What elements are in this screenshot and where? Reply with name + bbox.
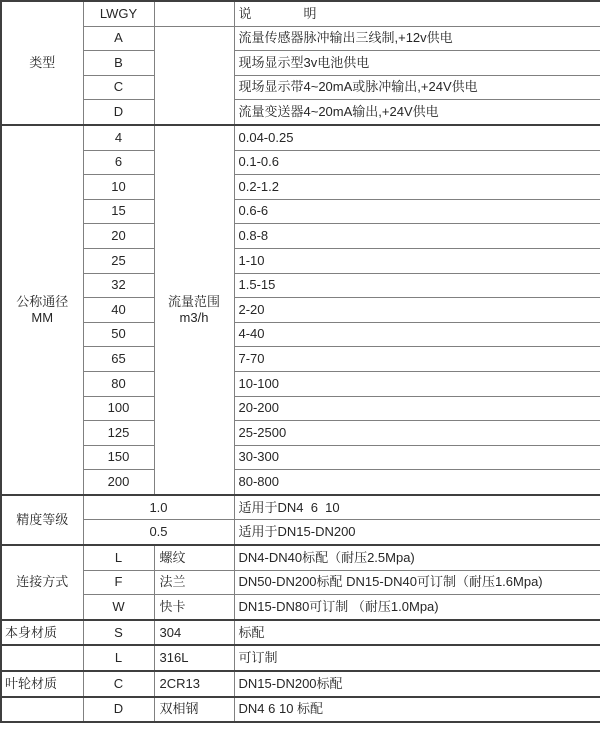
connection-row [1,545,600,570]
diameter-size: 200 [83,470,154,495]
type-row [1,100,600,125]
flow-range-value: 2-20 [234,298,600,323]
diameter-size: 100 [83,396,154,421]
accuracy-desc: 适用于DN4 6 10 [234,495,600,520]
connection-row [1,595,600,620]
diameter-row [1,224,600,249]
diameter-size: 6 [83,150,154,175]
diameter-row [1,470,600,495]
diameter-section-label [1,125,83,495]
diameter-size: 20 [83,224,154,249]
connection-code: F [83,570,154,595]
diameter-row [1,445,600,470]
body-material-desc: 标配 [234,620,600,646]
flow-range-value: 0.8-8 [234,224,600,249]
flow-range-value: 7-70 [234,347,600,372]
diameter-label-line2: MM [31,309,54,325]
flow-range-value: 0.04-0.25 [234,125,600,150]
flow-range-value: 0.6-6 [234,199,600,224]
diameter-row [1,298,600,323]
flow-range-value: 25-2500 [234,421,600,446]
impeller-material-desc: DN15-DN200标配 [234,671,600,697]
flow-range-value: 80-800 [234,470,600,495]
impeller-material-row [1,697,600,723]
accuracy-row [1,495,600,520]
flow-range-value: 0.1-0.6 [234,150,600,175]
type-middle-merged-cell [154,26,234,125]
accuracy-row [1,520,600,545]
header-row [1,1,600,26]
diameter-row [1,125,600,150]
accuracy-desc: 适用于DN15-DN200 [234,520,600,545]
diameter-size: 15 [83,199,154,224]
type-code: D [83,100,154,125]
diameter-size: 80 [83,371,154,396]
flow-range-value: 4-40 [234,322,600,347]
diameter-size: 25 [83,248,154,273]
flow-range-value: 1.5-15 [234,273,600,298]
accuracy-value: 1.0 [83,495,234,520]
flow-range-value: 0.2-1.2 [234,175,600,200]
connection-desc: DN50-DN200标配 DN15-DN40可订制（耐压1.6Mpa) [234,570,600,595]
diameter-size: 32 [83,273,154,298]
impeller-material-code: C [83,671,154,697]
diameter-row [1,421,600,446]
diameter-size: 10 [83,175,154,200]
diameter-row [1,396,600,421]
diameter-row [1,322,600,347]
type-desc: 现场显示带4~20mA或脉冲输出,+24V供电 [234,75,600,100]
diameter-size: 125 [83,421,154,446]
accuracy-section-label: 精度等级 [1,495,83,545]
diameter-row [1,248,600,273]
body-material-name: 304 [154,620,234,646]
body-material-empty-label [1,645,83,671]
type-code: A [83,26,154,51]
diameter-row [1,199,600,224]
impeller-material-name: 2CR13 [154,671,234,697]
flow-range-value: 20-200 [234,396,600,421]
type-section-label: 类型 [1,1,83,125]
diameter-row [1,150,600,175]
body-material-desc: 可订制 [234,645,600,671]
header-middle-cell [154,1,234,26]
connection-desc: DN4-DN40标配（耐压2.5Mpa) [234,545,600,570]
diameter-size: 50 [83,322,154,347]
type-desc: 流量传感器脉冲输出三线制,+12v供电 [234,26,600,51]
diameter-size: 150 [83,445,154,470]
impeller-material-code: D [83,697,154,723]
type-row [1,51,600,76]
type-desc: 现场显示型3v电池供电 [234,51,600,76]
flow-range-value: 10-100 [234,371,600,396]
diameter-row [1,347,600,372]
body-material-row [1,645,600,671]
body-material-row [1,620,600,646]
flow-range-line2: m3/h [179,309,209,325]
connection-row [1,570,600,595]
flow-range-value: 1-10 [234,248,600,273]
body-material-name: 316L [154,645,234,671]
impeller-material-name: 双相钢 [154,697,234,723]
diameter-row [1,175,600,200]
type-row [1,75,600,100]
connection-code: L [83,545,154,570]
diameter-size: 40 [83,298,154,323]
accuracy-value: 0.5 [83,520,234,545]
diameter-row [1,371,600,396]
description-header-cell: 说 明 [234,1,600,26]
type-code: C [83,75,154,100]
impeller-material-row [1,671,600,697]
model-code-cell: LWGY [83,1,154,26]
diameter-label-line1: 公称通径 [16,293,69,309]
body-material-section-label: 本身材质 [1,620,83,646]
impeller-material-section-label: 叶轮材质 [1,671,83,697]
connection-name: 法兰 [154,570,234,595]
body-material-code: S [83,620,154,646]
diameter-row [1,273,600,298]
connection-desc: DN15-DN80可订制 （耐压1.0Mpa) [234,595,600,620]
diameter-size: 65 [83,347,154,372]
connection-name: 快卡 [154,595,234,620]
impeller-material-desc: DN4 6 10 标配 [234,697,600,723]
body-material-code: L [83,645,154,671]
connection-section-label: 连接方式 [1,545,83,620]
type-desc: 流量变送器4~20mA输出,+24V供电 [234,100,600,125]
type-row [1,26,600,51]
connection-name: 螺纹 [154,545,234,570]
flow-range-value: 30-300 [234,445,600,470]
impeller-material-empty-label [1,697,83,723]
flow-range-line1: 流量范围 [167,293,220,309]
flow-range-header-cell [154,125,234,495]
type-code: B [83,51,154,76]
diameter-size: 4 [83,125,154,150]
connection-code: W [83,595,154,620]
